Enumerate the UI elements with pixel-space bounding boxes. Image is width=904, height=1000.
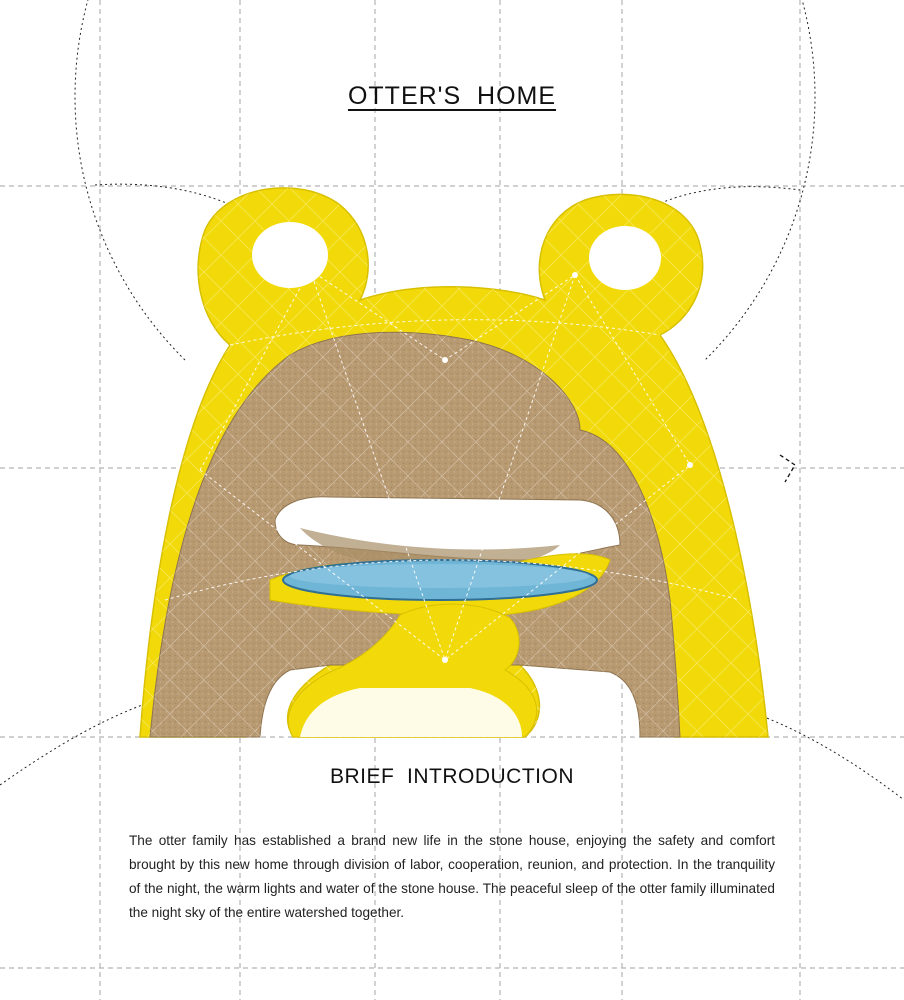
right-ear-hole — [589, 226, 661, 290]
page-title — [0, 82, 904, 111]
introduction-paragraph: The otter family has established a brand new life in the stone house, enjoying the safety and comfort brought by this new home through division of labor, cooperation, reunion, and protection. In the tranquility of the night, the warm lights and water of the stone house. The peaceful sleep of the otter family illuminated the night sky of the entire watershed together. — [129, 833, 775, 920]
section-heading: BRIEF INTRODUCTION — [330, 765, 574, 788]
left-ear-hole — [252, 222, 328, 288]
page-title-text: OTTER'S HOME — [347, 82, 557, 110]
